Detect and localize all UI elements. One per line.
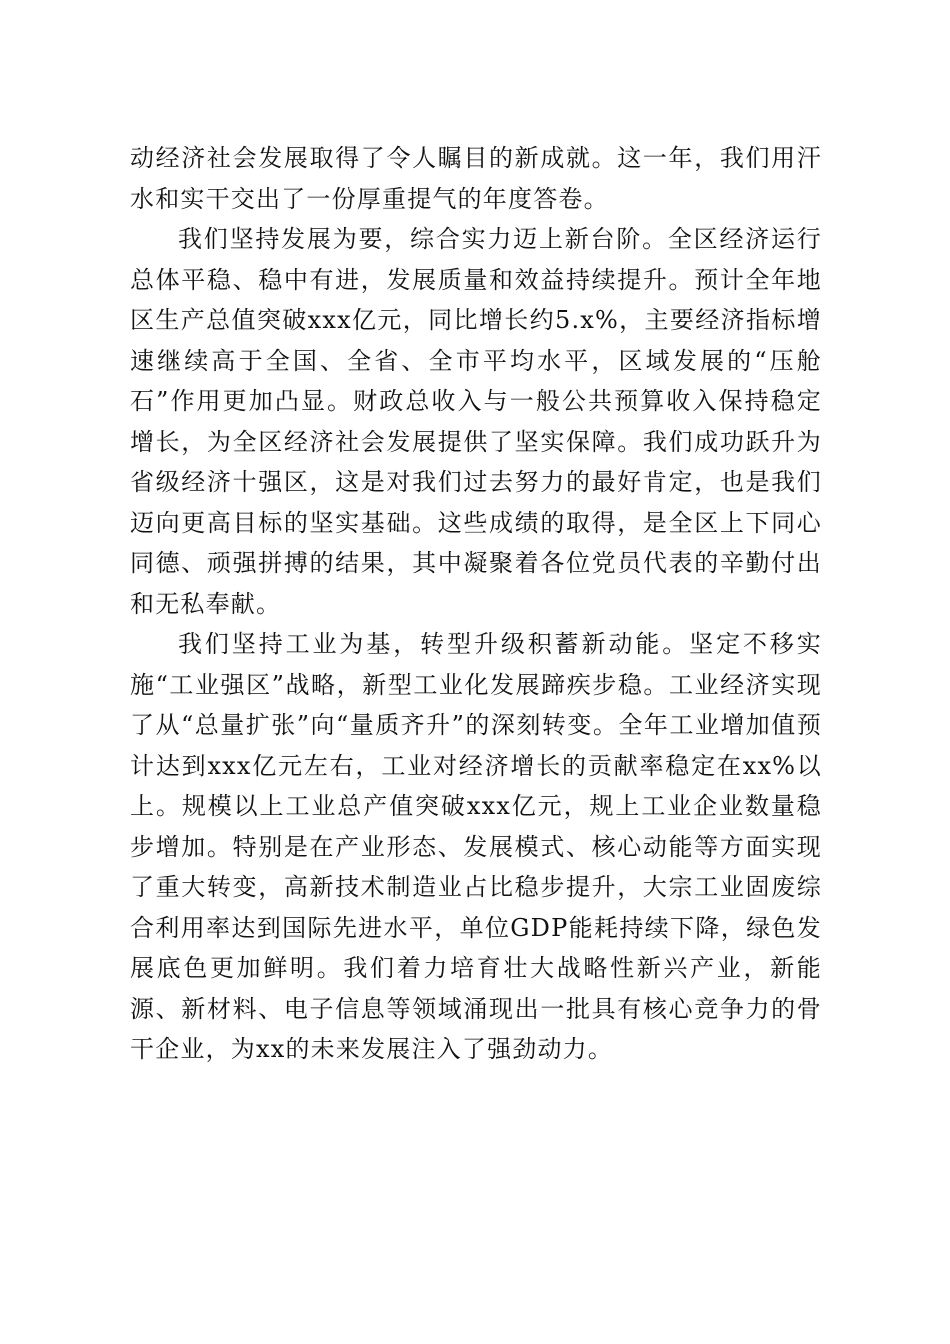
paragraph-industry: 我们坚持工业为基，转型升级积蓄新动能。坚定不移实施“工业强区”战略，新型工业化发展蹄疾步稳。工业经济实现了从“总量扩张”向“量质齐升”的深刻转变。全年工业增加值预计达到xxx亿元左右，工业对经济增长的贡献率稳定在xx%以上。规模以上工业总产值突破xxx亿元，规上工业企业数量稳步增加。特别是在产业形态、发展模式、核心动能等方面实现了重大转变，高新技术制造业占比稳步提升，大宗工业固废综合利用率达到国际先进水平，单位GDP能耗持续下降，绿色发展底色更加鲜明。我们着力培育壮大战略性新兴产业，新能源、新材料、电子信息等领域涌现出一批具有核心竞争力的骨干企业，为xx的未来发展注入了强劲动力。 <box>130 630 822 1063</box>
paragraph-continuation: 动经济社会发展取得了令人瞩目的新成就。这一年，我们用汗水和实干交出了一份厚重提气的年度答卷。 <box>130 144 822 213</box>
document-page <box>130 138 822 1070</box>
paragraph-development: 我们坚持发展为要，综合实力迈上新台阶。全区经济运行总体平稳、稳中有进，发展质量和效益持续提升。预计全年地区生产总值突破xxx亿元，同比增长约5.x%，主要经济指标增速继续高于全国、全省、全市平均水平，区域发展的“压舱石”作用更加凸显。财政总收入与一般公共预算收入保持稳定增长，为全区经济社会发展提供了坚实保障。我们成功跃升为省级经济十强区，这是对我们过去努力的最好肯定，也是我们迈向更高目标的坚实基础。这些成绩的取得，是全区上下同心同德、顽强拼搏的结果，其中凝聚着各位党员代表的辛勤付出和无私奉献。 <box>130 225 822 618</box>
